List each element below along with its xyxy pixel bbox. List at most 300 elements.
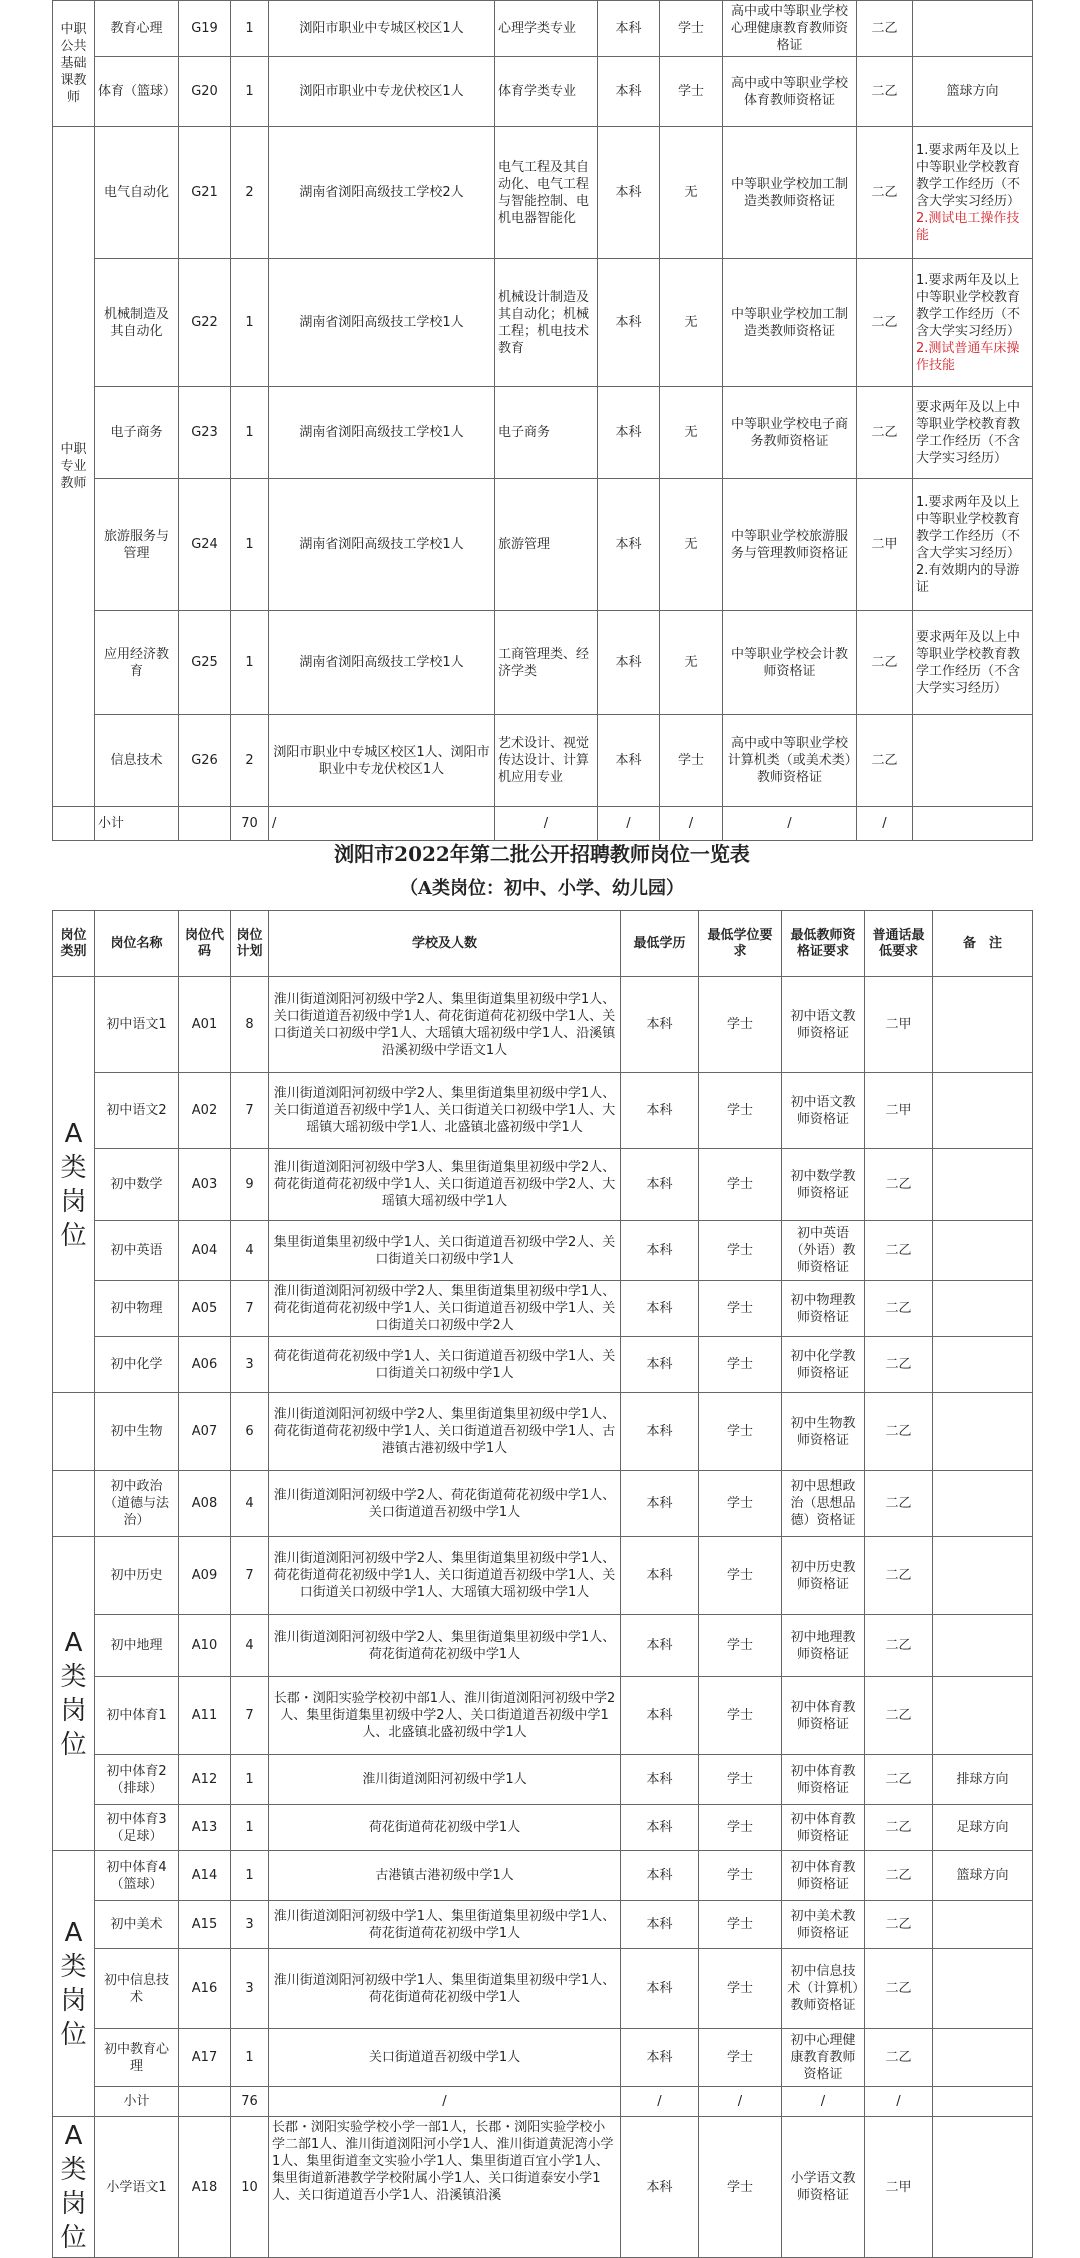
cert-cell: 小学语文教师资格证 — [782, 2117, 865, 2258]
subtotal-row — [53, 2087, 1033, 2117]
schools-cell: 湖南省浏阳高级技工学校1人 — [269, 479, 495, 611]
vocational-teacher-table — [52, 0, 1033, 841]
edu-cell: 本科 — [621, 1471, 699, 1537]
note-cell — [933, 1149, 1033, 1221]
note-cell — [933, 1337, 1033, 1393]
post-code-cell: A18 — [179, 2117, 231, 2258]
note-cell — [933, 2029, 1033, 2087]
edu-cell: 本科 — [621, 1073, 699, 1149]
mandarin-cell: 二乙 — [865, 1677, 933, 1755]
mandarin-cell: 二乙 — [865, 1537, 933, 1615]
category-cell: A类岗位 — [53, 1537, 95, 1851]
post-plan-cell: 1 — [231, 2029, 269, 2087]
cert-cell: 中等职业学校会计教师资格证 — [723, 611, 857, 715]
category-cell: 中职公共基础课教师 — [53, 1, 95, 127]
edu-cell: 本科 — [621, 1851, 699, 1901]
post-name-cell: 初中语文2 — [95, 1073, 179, 1149]
degree-cell: 学士 — [660, 715, 723, 807]
major-cell: 旅游管理 — [495, 479, 598, 611]
post-code-cell: A15 — [179, 1901, 231, 1949]
post-name-cell: 信息技术 — [95, 715, 179, 807]
post-name-cell: 应用经济教育 — [95, 611, 179, 715]
major-cell: 艺术设计、视觉传达设计、计算机应用专业 — [495, 715, 598, 807]
post-plan-cell: 4 — [231, 1221, 269, 1281]
mandarin-cell: 二乙 — [865, 1393, 933, 1471]
post-code-cell: G23 — [179, 387, 231, 479]
header-degree: 最低学位要求 — [699, 911, 782, 977]
post-name-cell: 机械制造及其自动化 — [95, 259, 179, 387]
note-cell: 篮球方向 — [933, 1851, 1033, 1901]
edu-cell: 本科 — [598, 57, 660, 127]
note-cell — [913, 127, 1033, 259]
post-code-cell: G22 — [179, 259, 231, 387]
note-cell — [913, 259, 1033, 387]
post-name-cell: 初中语文1 — [95, 977, 179, 1073]
post-code-cell: A17 — [179, 2029, 231, 2087]
post-code-cell: G20 — [179, 57, 231, 127]
edu-cell: 本科 — [621, 977, 699, 1073]
mandarin-cell: 二乙 — [865, 1221, 933, 1281]
post-code-cell: A08 — [179, 1471, 231, 1537]
note-cell: 排球方向 — [933, 1755, 1033, 1805]
post-name-cell: 初中数学 — [95, 1149, 179, 1221]
cert-cell: 高中或中等职业学校心理健康教育教师资格证 — [723, 1, 857, 57]
table-row — [53, 1073, 1033, 1149]
note-cell — [933, 1901, 1033, 1949]
post-code-cell: A16 — [179, 1949, 231, 2029]
post-plan-cell: 4 — [231, 1615, 269, 1677]
post-plan-cell: 2 — [231, 715, 269, 807]
table-row — [53, 1281, 1033, 1337]
category-cell — [53, 1471, 95, 1537]
degree-cell: 无 — [660, 479, 723, 611]
schools-cell: 长郡・浏阳实验学校小学一部1人，长郡・浏阳实验学校小学二部1人、淮川街道浏阳河小学1人、淮川街道黄泥湾小学1人、集里街道奎文实验小学1人、集里街道百宜小学1人、集里街道新港教学学校附属小学1人、关口街道泰安小学1人、关口街道道吾小学1人、沿溪镇沿溪 — [269, 2117, 621, 2258]
mandarin-cell: 二乙 — [865, 2029, 933, 2087]
subtotal-slash: / — [621, 2087, 699, 2117]
post-name-cell: 初中化学 — [95, 1337, 179, 1393]
cert-cell: 中等职业学校加工制造类教师资格证 — [723, 127, 857, 259]
edu-cell: 本科 — [621, 1149, 699, 1221]
schools-cell: 湖南省浏阳高级技工学校1人 — [269, 611, 495, 715]
schools-cell: 淮川街道浏阳河初级中学1人、集里街道集里初级中学1人、荷花街道荷花初级中学1人 — [269, 1949, 621, 2029]
degree-cell: 学士 — [699, 1073, 782, 1149]
degree-cell: 学士 — [699, 1221, 782, 1281]
table-row — [53, 127, 1033, 259]
degree-cell: 学士 — [699, 2117, 782, 2258]
subtotal-empty — [179, 807, 231, 841]
degree-cell: 学士 — [699, 1677, 782, 1755]
post-plan-cell: 1 — [231, 259, 269, 387]
edu-cell: 本科 — [621, 1901, 699, 1949]
degree-cell: 学士 — [699, 1471, 782, 1537]
post-plan-cell: 1 — [231, 1805, 269, 1851]
subtotal-slash: / — [699, 2087, 782, 2117]
table-row — [53, 2029, 1033, 2087]
mandarin-cell: 二乙 — [865, 1615, 933, 1677]
mandarin-cell: 二乙 — [865, 1805, 933, 1851]
post-name-cell: 初中体育1 — [95, 1677, 179, 1755]
mandarin-cell: 二甲 — [865, 2117, 933, 2258]
table-row — [53, 1221, 1033, 1281]
edu-cell: 本科 — [598, 611, 660, 715]
post-plan-cell: 3 — [231, 1901, 269, 1949]
note-cell — [933, 1949, 1033, 2029]
cert-cell: 初中英语（外语）教师资格证 — [782, 1221, 865, 1281]
header-category: 岗位类别 — [53, 911, 95, 977]
post-code-cell: A07 — [179, 1393, 231, 1471]
schools-cell: 荷花街道荷花初级中学1人 — [269, 1805, 621, 1851]
edu-cell: 本科 — [598, 387, 660, 479]
header-cert: 最低教师资格证要求 — [782, 911, 865, 977]
cert-cell: 初中生物教师资格证 — [782, 1393, 865, 1471]
cert-cell: 初中思想政治（思想品德）资格证 — [782, 1471, 865, 1537]
schools-cell: 淮川街道浏阳河初级中学2人、集里街道集里初级中学1人、荷花街道荷花初级中学1人、关口街道道吾初级中学1人、关口街道关口初级中学1人、大瑶镇大瑶初级中学1人 — [269, 1537, 621, 1615]
table-row — [53, 715, 1033, 807]
major-cell: 工商管理类、经济学类 — [495, 611, 598, 715]
mandarin-cell: 二乙 — [857, 57, 913, 127]
subtotal-empty — [53, 807, 95, 841]
note-cell — [933, 1281, 1033, 1337]
post-name-cell: 旅游服务与管理 — [95, 479, 179, 611]
degree-cell: 学士 — [699, 977, 782, 1073]
post-name-cell: 初中体育2（排球） — [95, 1755, 179, 1805]
subtotal-label: 小计 — [95, 807, 179, 841]
note-cell — [933, 1221, 1033, 1281]
note-text-highlight: 2.测试普通车床操作技能 — [916, 340, 1020, 373]
degree-cell: 学士 — [660, 57, 723, 127]
edu-cell: 本科 — [621, 1805, 699, 1851]
post-code-cell: A14 — [179, 1851, 231, 1901]
subtotal-plan: 76 — [231, 2087, 269, 2117]
note-text-highlight: 2.测试电工操作技能 — [916, 210, 1020, 243]
mandarin-cell: 二乙 — [857, 611, 913, 715]
post-code-cell: A01 — [179, 977, 231, 1073]
schools-cell: 淮川街道浏阳河初级中学2人、集里街道集里初级中学1人、关口街道道吾初级中学1人、关口街道关口初级中学1人、大瑶镇大瑶初级中学1人、北盛镇北盛初级中学1人 — [269, 1073, 621, 1149]
mandarin-cell: 二乙 — [865, 1949, 933, 2029]
degree-cell: 无 — [660, 387, 723, 479]
post-name-cell: 初中教育心理 — [95, 2029, 179, 2087]
table-row — [53, 57, 1033, 127]
schools-cell: 淮川街道浏阳河初级中学2人、集里街道集里初级中学1人、关口街道道吾初级中学1人、荷花街道荷花初级中学1人、关口街道关口初级中学1人、大瑶镇大瑶初级中学1人、沿溪镇沿溪初级中学语文1人 — [269, 977, 621, 1073]
a-class-post-table — [52, 910, 1033, 2258]
schools-cell: 浏阳市职业中专城区校区1人、浏阳市职业中专龙伏校区1人 — [269, 715, 495, 807]
degree-cell: 学士 — [699, 1615, 782, 1677]
table-row — [53, 479, 1033, 611]
cert-cell: 初中体育教师资格证 — [782, 1755, 865, 1805]
post-plan-cell: 9 — [231, 1149, 269, 1221]
cert-cell: 初中语文教师资格证 — [782, 977, 865, 1073]
table-row — [53, 1901, 1033, 1949]
post-name-cell: 电气自动化 — [95, 127, 179, 259]
post-code-cell: G26 — [179, 715, 231, 807]
post-plan-cell: 10 — [231, 2117, 269, 2258]
post-code-cell: G21 — [179, 127, 231, 259]
table-row — [53, 1949, 1033, 2029]
post-plan-cell: 7 — [231, 1281, 269, 1337]
note-cell — [913, 1, 1033, 57]
cert-cell: 初中地理教师资格证 — [782, 1615, 865, 1677]
subtotal-row — [53, 807, 1033, 841]
post-code-cell: A05 — [179, 1281, 231, 1337]
post-plan-cell: 1 — [231, 1851, 269, 1901]
post-code-cell: G25 — [179, 611, 231, 715]
schools-cell: 长郡・浏阳实验学校初中部1人、淮川街道浏阳河初级中学2人、集里街道集里初级中学2人、关口街道道吾初级中学1人、北盛镇北盛初级中学1人 — [269, 1677, 621, 1755]
note-cell: 足球方向 — [933, 1805, 1033, 1851]
post-name-cell: 初中物理 — [95, 1281, 179, 1337]
edu-cell: 本科 — [621, 1537, 699, 1615]
post-code-cell: A10 — [179, 1615, 231, 1677]
subtotal-slash: / — [857, 807, 913, 841]
note-cell — [913, 57, 1033, 127]
major-cell: 电子商务 — [495, 387, 598, 479]
cert-cell: 初中信息技术（计算机）教师资格证 — [782, 1949, 865, 2029]
page-subtitle: （A类岗位：初中、小学、幼儿园） — [400, 878, 684, 899]
cert-cell: 初中化学教师资格证 — [782, 1337, 865, 1393]
note-cell — [913, 715, 1033, 807]
mandarin-cell: 二乙 — [857, 715, 913, 807]
edu-cell: 本科 — [621, 1677, 699, 1755]
table-row — [53, 977, 1033, 1073]
header-edu: 最低学历 — [621, 911, 699, 977]
edu-cell: 本科 — [621, 2117, 699, 2258]
post-plan-cell: 7 — [231, 1677, 269, 1755]
cert-cell: 初中美术教师资格证 — [782, 1901, 865, 1949]
degree-cell: 学士 — [699, 1149, 782, 1221]
note-cell — [933, 1471, 1033, 1537]
post-plan-cell: 8 — [231, 977, 269, 1073]
post-code-cell: A06 — [179, 1337, 231, 1393]
cert-cell: 初中体育教师资格证 — [782, 1805, 865, 1851]
schools-cell: 荷花街道荷花初级中学1人、关口街道道吾初级中学1人、关口街道关口初级中学1人 — [269, 1337, 621, 1393]
post-plan-cell: 7 — [231, 1073, 269, 1149]
edu-cell: 本科 — [621, 1337, 699, 1393]
schools-cell: 淮川街道浏阳河初级中学2人、集里街道集里初级中学1人、荷花街道荷花初级中学1人、关口街道道吾初级中学1人、关口街道关口初级中学2人 — [269, 1281, 621, 1337]
degree-cell: 学士 — [699, 1281, 782, 1337]
degree-cell: 学士 — [699, 1755, 782, 1805]
subtotal-slash: / — [782, 2087, 865, 2117]
post-code-cell: A02 — [179, 1073, 231, 1149]
schools-cell: 湖南省浏阳高级技工学校1人 — [269, 259, 495, 387]
header-name: 岗位名称 — [95, 911, 179, 977]
page-title: 浏阳市2022年第二批公开招聘教师岗位一览表 — [334, 842, 750, 866]
post-code-cell: A09 — [179, 1537, 231, 1615]
cert-cell: 初中历史教师资格证 — [782, 1537, 865, 1615]
subtotal-slash: / — [495, 807, 598, 841]
header-schools: 学校及人数 — [269, 911, 621, 977]
table-row — [53, 259, 1033, 387]
table-row — [53, 611, 1033, 715]
post-name-cell: 小学语文1 — [95, 2117, 179, 2258]
edu-cell: 本科 — [621, 2029, 699, 2087]
table-row — [53, 1755, 1033, 1805]
post-code-cell: A03 — [179, 1149, 231, 1221]
post-code-cell: A13 — [179, 1805, 231, 1851]
schools-cell: 淮川街道浏阳河初级中学1人、集里街道集里初级中学1人、荷花街道荷花初级中学1人 — [269, 1901, 621, 1949]
note-text: 要求两年及以上中等职业学校教育教学工作经历（不含大学实习经历） — [916, 629, 1021, 696]
cert-cell: 初中体育教师资格证 — [782, 1851, 865, 1901]
table-row — [53, 1851, 1033, 1901]
table-row — [53, 1, 1033, 57]
mandarin-cell: 二乙 — [857, 387, 913, 479]
degree-cell: 无 — [660, 127, 723, 259]
cert-cell: 中等职业学校加工制造类教师资格证 — [723, 259, 857, 387]
post-name-cell: 初中历史 — [95, 1537, 179, 1615]
subtotal-empty — [179, 2087, 231, 2117]
cert-cell: 中等职业学校电子商务教师资格证 — [723, 387, 857, 479]
post-plan-cell: 4 — [231, 1471, 269, 1537]
degree-cell: 学士 — [699, 1901, 782, 1949]
mandarin-cell: 二乙 — [857, 127, 913, 259]
post-name-cell: 初中美术 — [95, 1901, 179, 1949]
cert-cell: 初中数学教师资格证 — [782, 1149, 865, 1221]
note-text: 1.要求两年及以上中等职业学校教育教学工作经历（不含大学实习经历） 2.有效期内的导游证 — [916, 494, 1021, 595]
category-cell — [53, 1393, 95, 1471]
note-cell — [913, 387, 1033, 479]
degree-cell: 无 — [660, 259, 723, 387]
schools-cell: 淮川街道浏阳河初级中学2人、集里街道集里初级中学1人、荷花街道荷花初级中学1人、关口街道道吾初级中学1人、古港镇古港初级中学1人 — [269, 1393, 621, 1471]
table-row — [53, 387, 1033, 479]
subtotal-slash: / — [269, 2087, 621, 2117]
subtotal-slash: / — [269, 807, 495, 841]
cert-cell: 中等职业学校旅游服务与管理教师资格证 — [723, 479, 857, 611]
post-name-cell: 电子商务 — [95, 387, 179, 479]
post-plan-cell: 1 — [231, 1, 269, 57]
major-cell: 机械设计制造及其自动化；机械工程；机电技术教育 — [495, 259, 598, 387]
cert-cell: 初中语文教师资格证 — [782, 1073, 865, 1149]
note-cell — [933, 1393, 1033, 1471]
schools-cell: 浏阳市职业中专龙伏校区1人 — [269, 57, 495, 127]
degree-cell: 无 — [660, 611, 723, 715]
post-plan-cell: 1 — [231, 387, 269, 479]
post-plan-cell: 2 — [231, 127, 269, 259]
note-cell — [933, 1073, 1033, 1149]
mandarin-cell: 二乙 — [857, 1, 913, 57]
degree-cell: 学士 — [699, 1393, 782, 1471]
post-name-cell: 初中生物 — [95, 1393, 179, 1471]
degree-cell: 学士 — [699, 1337, 782, 1393]
subtotal-label: 小计 — [95, 2087, 179, 2117]
note-text: 要求两年及以上中等职业学校教育教学工作经历（不含大学实习经历） — [916, 399, 1021, 466]
cert-cell: 初中体育教师资格证 — [782, 1677, 865, 1755]
table-header-row — [53, 911, 1033, 977]
schools-cell: 淮川街道浏阳河初级中学3人、集里街道集里初级中学2人、荷花街道荷花初级中学1人、关口街道道吾初级中学2人、大瑶镇大瑶初级中学1人 — [269, 1149, 621, 1221]
post-plan-cell: 3 — [231, 1337, 269, 1393]
edu-cell: 本科 — [621, 1615, 699, 1677]
edu-cell: 本科 — [598, 127, 660, 259]
post-plan-cell: 6 — [231, 1393, 269, 1471]
degree-cell: 学士 — [699, 1537, 782, 1615]
schools-cell: 淮川街道浏阳河初级中学2人、荷花街道荷花初级中学1人、关口街道道吾初级中学1人 — [269, 1471, 621, 1537]
header-code: 岗位代码 — [179, 911, 231, 977]
category-cell: 中职专业教师 — [53, 127, 95, 807]
post-code-cell: A11 — [179, 1677, 231, 1755]
subtotal-slash: / — [598, 807, 660, 841]
post-plan-cell: 3 — [231, 1949, 269, 2029]
degree-cell: 学士 — [699, 1949, 782, 2029]
edu-cell: 本科 — [598, 479, 660, 611]
mandarin-cell: 二甲 — [857, 479, 913, 611]
note-cell — [933, 1677, 1033, 1755]
table-row — [53, 1337, 1033, 1393]
schools-cell: 集里街道集里初级中学1人、关口街道道吾初级中学2人、关口街道关口初级中学1人 — [269, 1221, 621, 1281]
schools-cell: 淮川街道浏阳河初级中学1人 — [269, 1755, 621, 1805]
mandarin-cell: 二乙 — [865, 1755, 933, 1805]
major-cell: 心理学类专业 — [495, 1, 598, 57]
edu-cell: 本科 — [621, 1949, 699, 2029]
mandarin-cell: 二乙 — [865, 1149, 933, 1221]
schools-cell: 关口街道道吾初级中学1人 — [269, 2029, 621, 2087]
schools-cell: 淮川街道浏阳河初级中学2人、集里街道集里初级中学1人、荷花街道荷花初级中学1人 — [269, 1615, 621, 1677]
table-row — [53, 2117, 1033, 2258]
header-note: 备 注 — [933, 911, 1033, 977]
post-code-cell: A12 — [179, 1755, 231, 1805]
post-name-cell: 初中体育4（篮球） — [95, 1851, 179, 1901]
post-name-cell: 初中地理 — [95, 1615, 179, 1677]
degree-cell: 学士 — [699, 1851, 782, 1901]
note-text: 篮球方向 — [946, 84, 999, 99]
cert-cell: 初中物理教师资格证 — [782, 1281, 865, 1337]
mandarin-cell: 二乙 — [865, 1851, 933, 1901]
note-cell — [933, 1615, 1033, 1677]
schools-cell: 湖南省浏阳高级技工学校1人 — [269, 387, 495, 479]
edu-cell: 本科 — [598, 715, 660, 807]
post-plan-cell: 1 — [231, 479, 269, 611]
table-row — [53, 1471, 1033, 1537]
post-plan-cell: 1 — [231, 1755, 269, 1805]
edu-cell: 本科 — [598, 1, 660, 57]
table-row — [53, 1615, 1033, 1677]
edu-cell: 本科 — [621, 1755, 699, 1805]
subtotal-slash: / — [865, 2087, 933, 2117]
post-name-cell: 初中政治（道德与法治） — [95, 1471, 179, 1537]
mandarin-cell: 二乙 — [865, 1337, 933, 1393]
table-row — [53, 1537, 1033, 1615]
cert-cell: 初中心理健康教育教师资格证 — [782, 2029, 865, 2087]
major-cell: 体育学类专业 — [495, 57, 598, 127]
mandarin-cell: 二甲 — [865, 977, 933, 1073]
cert-cell: 高中或中等职业学校计算机类（或美术类）教师资格证 — [723, 715, 857, 807]
note-text: 1.要求两年及以上中等职业学校教育教学工作经历（不含大学实习经历） — [916, 272, 1021, 339]
edu-cell: 本科 — [598, 259, 660, 387]
mandarin-cell: 二乙 — [857, 259, 913, 387]
post-name-cell: 初中英语 — [95, 1221, 179, 1281]
subtotal-empty — [933, 2087, 1033, 2117]
schools-cell: 湖南省浏阳高级技工学校2人 — [269, 127, 495, 259]
table-row — [53, 1805, 1033, 1851]
post-plan-cell: 1 — [231, 57, 269, 127]
category-cell: A类岗位 — [53, 977, 95, 1393]
degree-cell: 学士 — [699, 1805, 782, 1851]
mandarin-cell: 二乙 — [865, 1471, 933, 1537]
note-cell — [933, 2117, 1033, 2258]
major-cell: 电气工程及其自动化、电气工程与智能控制、电机电器智能化 — [495, 127, 598, 259]
header-plan: 岗位计划 — [231, 911, 269, 977]
edu-cell: 本科 — [621, 1221, 699, 1281]
category-cell: A类岗位 — [53, 2117, 95, 2258]
note-cell — [913, 479, 1033, 611]
degree-cell: 学士 — [699, 2029, 782, 2087]
table-row — [53, 1149, 1033, 1221]
post-plan-cell: 1 — [231, 611, 269, 715]
subtotal-slash: / — [660, 807, 723, 841]
note-cell — [933, 977, 1033, 1073]
subtotal-plan: 70 — [231, 807, 269, 841]
mandarin-cell: 二乙 — [865, 1901, 933, 1949]
mandarin-cell: 二甲 — [865, 1073, 933, 1149]
post-name-cell: 初中体育3（足球） — [95, 1805, 179, 1851]
schools-cell: 古港镇古港初级中学1人 — [269, 1851, 621, 1901]
post-code-cell: G19 — [179, 1, 231, 57]
